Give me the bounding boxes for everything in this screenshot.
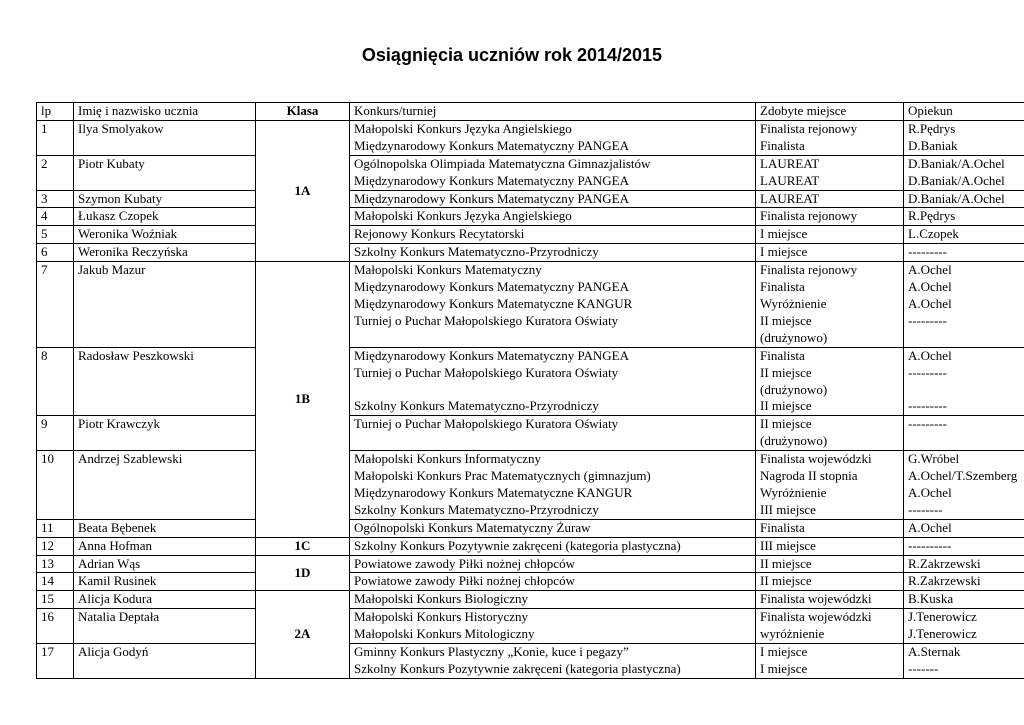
- student-name: Piotr Kubaty: [74, 155, 256, 190]
- place-result: (drużynowo): [760, 329, 828, 345]
- row-number: 5: [37, 226, 74, 244]
- teacher-cell: [904, 262, 1024, 348]
- contest-cell: [350, 347, 756, 416]
- contest-name: Międzynarodowy Konkurs Matematyczne KANGUR: [354, 295, 633, 311]
- teacher-name: J.Tenerowicz: [908, 609, 977, 625]
- place-result: Wyróżnienie: [760, 484, 827, 500]
- teacher-cell: [904, 537, 1024, 555]
- place-result: (drużynowo): [760, 433, 828, 449]
- student-name: Piotr Krawczyk: [74, 416, 256, 451]
- table-body: [37, 120, 1024, 678]
- class-cell: 1D: [256, 555, 350, 591]
- place-result: I miejsce: [760, 644, 808, 660]
- teacher-cell: [904, 120, 1024, 155]
- contest-name: Gminny Konkurs Plastyczny „Konie, kuce i pegazy”: [354, 644, 629, 660]
- contest-name: Rejonowy Konkurs Recytatorski: [354, 226, 525, 242]
- class-cell: 1B: [256, 262, 350, 538]
- place-cell: [756, 155, 904, 190]
- teacher-name: ---------: [908, 398, 947, 414]
- place-result: I miejsce: [760, 661, 808, 676]
- page-title: Osiągnięcia uczniów rok 2014/2015: [361, 45, 663, 65]
- teacher-cell: [904, 519, 1024, 537]
- teacher-name: R.Pędrys: [908, 120, 956, 136]
- student-name: Ilya Smolyakow: [74, 120, 256, 155]
- place-result: Finalista wojewódzki: [760, 591, 872, 607]
- table-row: [37, 226, 1024, 244]
- contest-name: [354, 382, 751, 399]
- row-number: 4: [37, 208, 74, 226]
- contest-cell: [350, 573, 756, 591]
- place-result: III miejsce: [760, 501, 816, 517]
- contest-cell: [350, 226, 756, 244]
- contest-cell: [350, 555, 756, 573]
- student-name: Beata Bębenek: [74, 519, 256, 537]
- teacher-name: D.Baniak: [908, 137, 958, 153]
- place-result: II miejsce: [760, 398, 812, 414]
- table-row: [37, 190, 1024, 208]
- teacher-name: R.Zakrzewski: [908, 573, 981, 589]
- row-number: 3: [37, 190, 74, 208]
- contest-cell: [350, 591, 756, 609]
- teacher-name: L.Czopek: [908, 226, 959, 242]
- row-number: 8: [37, 347, 74, 416]
- contest-name: Turniej o Puchar Małopolskiego Kuratora Oświaty: [354, 364, 619, 380]
- place-result: Finalista wojewódzki: [760, 609, 872, 625]
- place-result: Nagroda II stopnia: [760, 468, 858, 484]
- contest-cell: [350, 519, 756, 537]
- table-row: [37, 555, 1024, 573]
- student-name: Weronika Reczyńska: [74, 244, 256, 262]
- contest-name: Międzynarodowy Konkurs Matematyczny PANGEA: [354, 172, 629, 188]
- table-row: [37, 208, 1024, 226]
- teacher-name: J.Tenerowicz: [908, 626, 977, 642]
- place-result: II miejsce: [760, 364, 812, 380]
- row-number: 6: [37, 244, 74, 262]
- place-cell: [756, 226, 904, 244]
- teacher-name: D.Baniak/A.Ochel: [908, 155, 1005, 171]
- contest-name: Ogólnopolska Olimpiada Matematyczna Gimnazjalistów: [354, 155, 651, 171]
- row-number: 15: [37, 591, 74, 609]
- row-number: 10: [37, 451, 74, 520]
- class-cell: 1C: [256, 537, 350, 555]
- contest-cell: [350, 609, 756, 644]
- student-name: Łukasz Czopek: [74, 208, 256, 226]
- contest-name: Międzynarodowy Konkurs Matematyczny PANGEA: [354, 137, 629, 153]
- place-cell: [756, 573, 904, 591]
- contest-cell: [350, 244, 756, 262]
- place-cell: [756, 244, 904, 262]
- column-header-teacher: Opiekun: [904, 103, 1024, 121]
- table-row: [37, 591, 1024, 609]
- place-cell: [756, 416, 904, 451]
- place-cell: [756, 347, 904, 416]
- contest-cell: [350, 416, 756, 451]
- student-name: Radosław Peszkowski: [74, 347, 256, 416]
- place-result: Finalista: [760, 137, 805, 153]
- teacher-cell: [904, 644, 1024, 679]
- contest-name: Małopolski Konkurs Biologiczny: [354, 591, 529, 607]
- contest-name: Małopolski Konkurs Mitologiczny: [354, 626, 535, 642]
- student-name: Szymon Kubaty: [74, 190, 256, 208]
- row-number: 17: [37, 644, 74, 679]
- contest-name: Małopolski Konkurs Języka Angielskiego: [354, 120, 572, 136]
- contest-name: Turniej o Puchar Małopolskiego Kuratora Oświaty: [354, 416, 619, 432]
- table-row: [37, 416, 1024, 451]
- table-row: [37, 347, 1024, 416]
- teacher-cell: [904, 416, 1024, 451]
- contest-name: Małopolski Konkurs Historyczny: [354, 609, 529, 625]
- place-result: III miejsce: [760, 537, 816, 553]
- teacher-cell: [904, 555, 1024, 573]
- place-result: LAUREAT: [760, 172, 820, 188]
- row-number: 7: [37, 262, 74, 348]
- table-row: [37, 262, 1024, 348]
- row-number: 2: [37, 155, 74, 190]
- teacher-name: ---------: [908, 244, 947, 260]
- place-cell: [756, 591, 904, 609]
- student-name: Weronika Woźniak: [74, 226, 256, 244]
- contest-cell: [350, 155, 756, 190]
- achievements-table: [36, 102, 1024, 679]
- place-result: wyróżnienie: [760, 626, 825, 642]
- teacher-name: A.Sternak: [908, 644, 961, 660]
- row-number: 12: [37, 537, 74, 555]
- place-result: Finalista: [760, 519, 805, 535]
- teacher-name: ---------: [908, 416, 947, 432]
- student-name: Kamil Rusinek: [74, 573, 256, 591]
- place-result: II miejsce: [760, 416, 812, 432]
- table-row: [37, 537, 1024, 555]
- teacher-cell: [904, 451, 1024, 520]
- teacher-name: R.Pędrys: [908, 208, 956, 224]
- table-row: [37, 519, 1024, 537]
- contest-name: Szkolny Konkurs Matematyczno-Przyrodniczy: [354, 501, 599, 517]
- contest-cell: [350, 190, 756, 208]
- contest-cell: [350, 644, 756, 679]
- contest-cell: [350, 208, 756, 226]
- teacher-cell: [904, 208, 1024, 226]
- contest-cell: [350, 537, 756, 555]
- teacher-name: [908, 382, 1024, 399]
- place-cell: [756, 451, 904, 520]
- teacher-cell: [904, 244, 1024, 262]
- place-cell: [756, 262, 904, 348]
- place-cell: [756, 555, 904, 573]
- contest-name: Międzynarodowy Konkurs Matematyczny PANGEA: [354, 347, 629, 363]
- contest-name: Małopolski Konkurs Matematyczny: [354, 262, 542, 278]
- place-cell: [756, 644, 904, 679]
- table-row: [37, 644, 1024, 679]
- row-number: 9: [37, 416, 74, 451]
- teacher-name: A.Ochel: [908, 484, 952, 500]
- column-header-class: Klasa: [256, 103, 350, 121]
- contest-cell: [350, 262, 756, 348]
- table-row: [37, 451, 1024, 520]
- teacher-name: D.Baniak/A.Ochel: [908, 190, 1005, 206]
- teacher-name: A.Ochel: [908, 347, 952, 363]
- place-result: Finalista rejonowy: [760, 120, 858, 136]
- teacher-cell: [904, 226, 1024, 244]
- contest-name: Małopolski Konkurs Informatyczny: [354, 451, 542, 467]
- teacher-name: B.Kuska: [908, 591, 954, 607]
- class-cell: 2A: [256, 591, 350, 679]
- teacher-name: ---------: [908, 364, 947, 380]
- table-row: [37, 120, 1024, 155]
- column-header-name: Imię i nazwisko ucznia: [74, 103, 256, 121]
- column-header-contest: Konkurs/turniej: [350, 103, 756, 121]
- row-number: 11: [37, 519, 74, 537]
- teacher-name: D.Baniak/A.Ochel: [908, 172, 1005, 188]
- contest-name: Szkolny Konkurs Pozytywnie zakręceni (kategoria plastyczna): [354, 537, 681, 553]
- contest-name: Międzynarodowy Konkurs Matematyczny PANGEA: [354, 190, 629, 206]
- student-name: Natalia Deptała: [74, 609, 256, 644]
- contest-name: Szkolny Konkurs Pozytywnie zakręceni (kategoria plastyczna): [354, 661, 681, 676]
- place-result: I miejsce: [760, 244, 808, 260]
- table-row: [37, 155, 1024, 190]
- table-header-row: [37, 103, 1024, 121]
- teacher-cell: [904, 609, 1024, 644]
- place-cell: [756, 120, 904, 155]
- contest-name: Turniej o Puchar Małopolskiego Kuratora Oświaty: [354, 312, 619, 328]
- place-result: II miejsce: [760, 312, 812, 328]
- table-row: [37, 573, 1024, 591]
- teacher-cell: [904, 591, 1024, 609]
- contest-name: Małopolski Konkurs Prac Matematycznych (gimnazjum): [354, 468, 651, 484]
- teacher-name: A.Ochel/T.Szemberg: [908, 468, 1018, 484]
- place-result: Finalista: [760, 279, 805, 295]
- contest-name: Ogólnopolski Konkurs Matematyczny Żuraw: [354, 519, 591, 535]
- contest-name: Powiatowe zawody Piłki nożnej chłopców: [354, 555, 575, 571]
- teacher-name: ---------: [908, 312, 947, 328]
- column-header-place: Zdobyte miejsce: [756, 103, 904, 121]
- teacher-name: ----------: [908, 537, 952, 553]
- contest-name: Międzynarodowy Konkurs Matematyczne KANGUR: [354, 484, 633, 500]
- teacher-cell: [904, 347, 1024, 416]
- student-name: Adrian Wąs: [74, 555, 256, 573]
- teacher-name: A.Ochel: [908, 262, 952, 278]
- teacher-cell: [904, 190, 1024, 208]
- student-name: Jakub Mazur: [74, 262, 256, 348]
- place-cell: [756, 208, 904, 226]
- contest-name: Szkolny Konkurs Matematyczno-Przyrodniczy: [354, 244, 599, 260]
- place-result: Finalista rejonowy: [760, 262, 858, 278]
- place-result: Finalista: [760, 347, 805, 363]
- class-cell: 1A: [256, 120, 350, 261]
- place-result: Wyróżnienie: [760, 295, 827, 311]
- teacher-cell: [904, 155, 1024, 190]
- place-cell: [756, 519, 904, 537]
- place-result: (drużynowo): [760, 381, 828, 397]
- student-name: Alicja Kodura: [74, 591, 256, 609]
- row-number: 13: [37, 555, 74, 573]
- row-number: 1: [37, 120, 74, 155]
- student-name: Andrzej Szablewski: [74, 451, 256, 520]
- place-result: LAUREAT: [760, 155, 820, 171]
- table-row: [37, 609, 1024, 644]
- place-result: II miejsce: [760, 573, 812, 589]
- column-header-lp: lp: [37, 103, 74, 121]
- place-cell: [756, 190, 904, 208]
- contest-cell: [350, 451, 756, 520]
- place-result: I miejsce: [760, 226, 808, 242]
- table-row: [37, 244, 1024, 262]
- teacher-cell: [904, 573, 1024, 591]
- row-number: 14: [37, 573, 74, 591]
- row-number: 16: [37, 609, 74, 644]
- place-result: II miejsce: [760, 555, 812, 571]
- teacher-name: G.Wróbel: [908, 451, 960, 467]
- contest-name: Powiatowe zawody Piłki nożnej chłopców: [354, 573, 575, 589]
- teacher-name: A.Ochel: [908, 295, 952, 311]
- place-cell: [756, 537, 904, 555]
- teacher-name: A.Ochel: [908, 519, 952, 535]
- student-name: Alicja Godyń: [74, 644, 256, 679]
- place-result: LAUREAT: [760, 190, 820, 206]
- place-result: Finalista wojewódzki: [760, 451, 872, 467]
- teacher-name: --------: [908, 501, 943, 517]
- teacher-name: A.Ochel: [908, 279, 952, 295]
- contest-cell: [350, 120, 756, 155]
- place-cell: [756, 609, 904, 644]
- place-result: Finalista rejonowy: [760, 208, 858, 224]
- contest-name: Małopolski Konkurs Języka Angielskiego: [354, 208, 572, 224]
- teacher-name: -------: [908, 661, 939, 676]
- contest-name: Szkolny Konkurs Matematyczno-Przyrodniczy: [354, 398, 599, 414]
- teacher-name: R.Zakrzewski: [908, 555, 981, 571]
- contest-name: Międzynarodowy Konkurs Matematyczny PANGEA: [354, 279, 629, 295]
- student-name: Anna Hofman: [74, 537, 256, 555]
